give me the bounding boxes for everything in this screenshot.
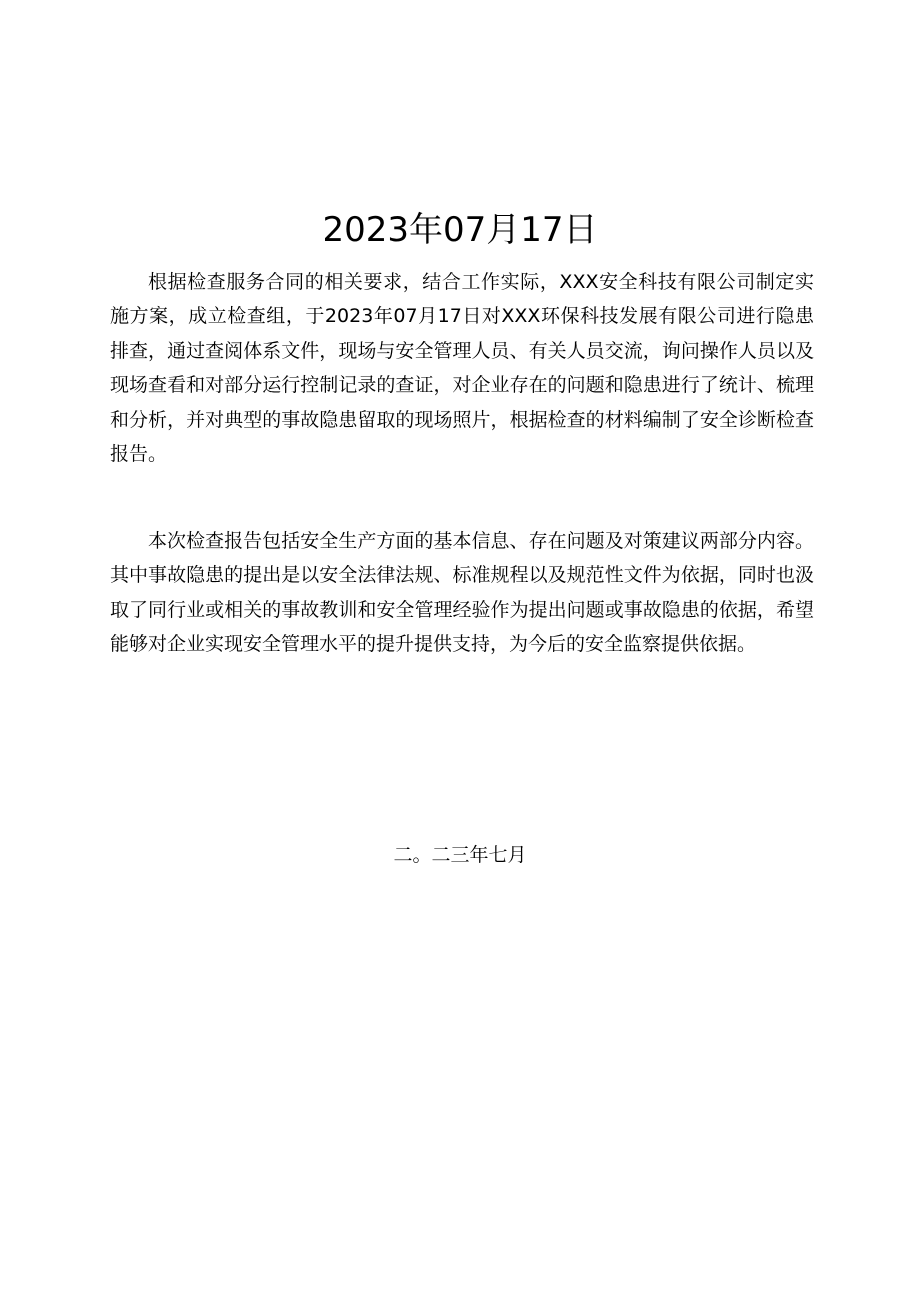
paragraph-inspection-overview: 根据检查服务合同的相关要求，结合工作实际，XXX安全科技有限公司制定实施方案，成立检查组，于2023年07月17日对XXX环保科技发展有限公司进行隐患排查，通过查阅体系文件，现场与安全管理人员、有关人员交流，询问操作人员以及现场查看和对部分运行控制记录的查证，对企业存在的问题和隐患进行了统计、梳理和分析，并对典型的事故隐患留取的现场照片，根据检查的材料编制了安全诊断检查报告。 xyxy=(110,271,814,466)
heading-date: 2023年07月17日 xyxy=(322,210,598,250)
paragraph-report-scope: 本次检查报告包括安全生产方面的基本信息、存在问题及对策建议两部分内容。其中事故隐患的提出是以安全法律法规、标准规程以及规范性文件为依据，同时也汲取了同行业或相关的事故教训和安全管理经验作为提出问题或事故隐患的依据，希望能够对企业实现安全管理水平的提升提供支持，为今后的安全监察提供依据。 xyxy=(110,530,814,656)
closing-date: 二。二三年七月 xyxy=(393,844,527,866)
